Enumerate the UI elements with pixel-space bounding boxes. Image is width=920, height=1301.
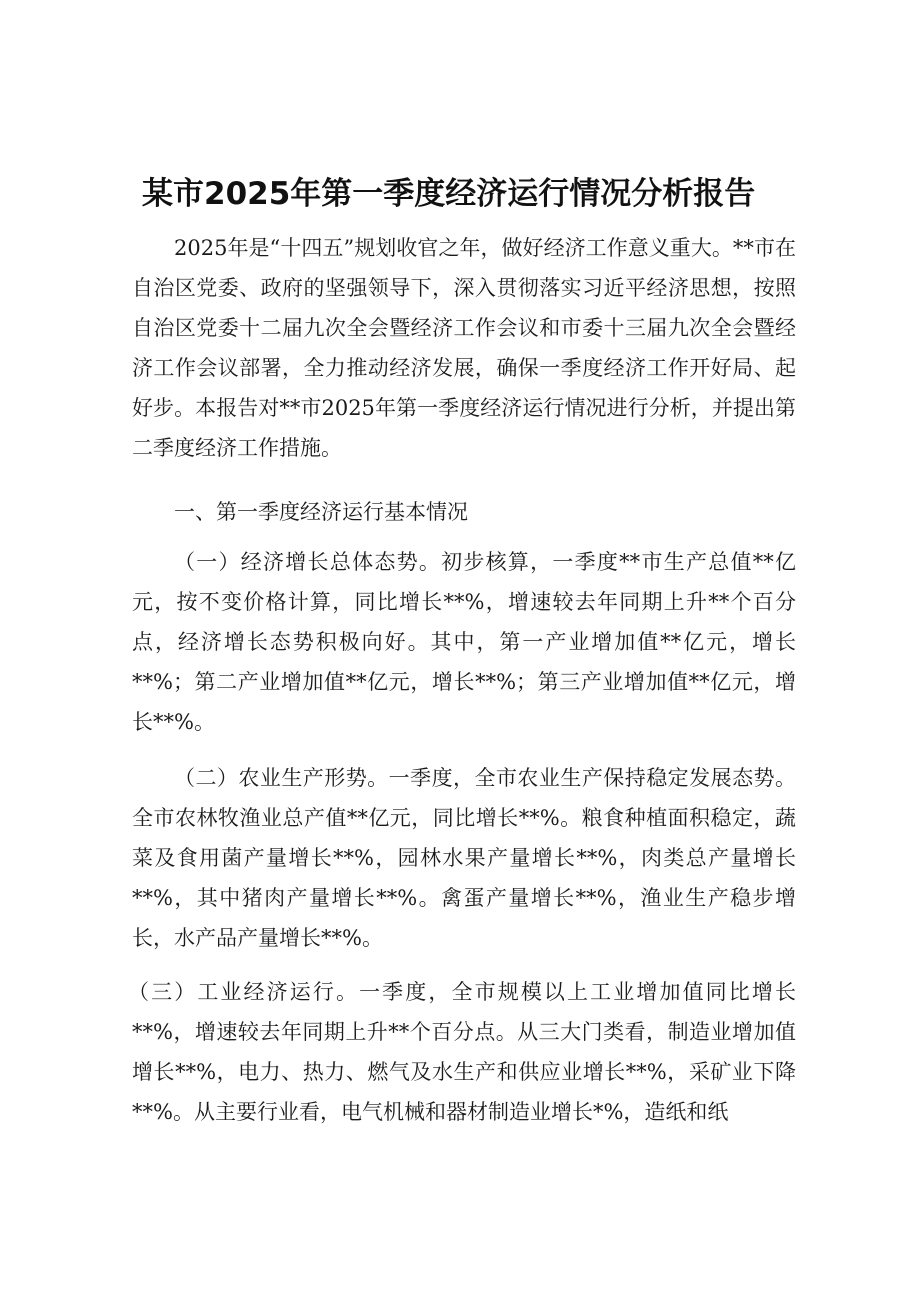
subsection-three-paragraph: （三）工业经济运行。一季度，全市规模以上工业增加值同比增长**%，增速较去年同期上升**个百分点。从三大门类看，制造业增加值增长**%，电力、热力、燃气及水生产和供应业增长**%，采矿业下降**%。从主要行业看，电气机械和器材制造业增长*%，造纸和纸 — [128, 980, 796, 1124]
document-title: 某市2025年第一季度经济运行情况分析报告 — [142, 176, 756, 212]
subsection-two-paragraph: （二）农业生产形势。一季度，全市农业生产保持稳定发展态势。全市农林牧渔业总产值**亿元，同比增长**%。粮食种植面积稳定，蔬菜及食用菌产量增长**%，园林水果产量增长**%，肉类总产量增长**%，其中猪肉产量增长**%。禽蛋产量增长**%，渔业生产稳步增长，水产品产量增长**%。 — [132, 766, 796, 950]
section-one-heading: 一、第一季度经济运行基本情况 — [174, 500, 468, 524]
intro-paragraph: 2025年是“十四五”规划收官之年，做好经济工作意义重大。**市在自治区党委、政府的坚强领导下，深入贯彻落实习近平经济思想，按照自治区党委十二届九次全会暨经济工作会议和市委十三届九次全会暨经济工作会议部署，全力推动经济发展，确保一季度经济工作开好局、起好步。本报告对**市2025年第一季度经济运行情况进行分析，并提出第二季度经济工作措施。 — [132, 236, 796, 460]
subsection-one-paragraph: （一）经济增长总体态势。初步核算，一季度**市生产总值**亿元，按不变价格计算，同比增长**%，增速较去年同期上升**个百分点，经济增长态势积极向好。其中，第一产业增加值**亿元，增长**%；第二产业增加值**亿元，增长**%；第三产业增加值**亿元，增长**%。 — [132, 550, 796, 734]
